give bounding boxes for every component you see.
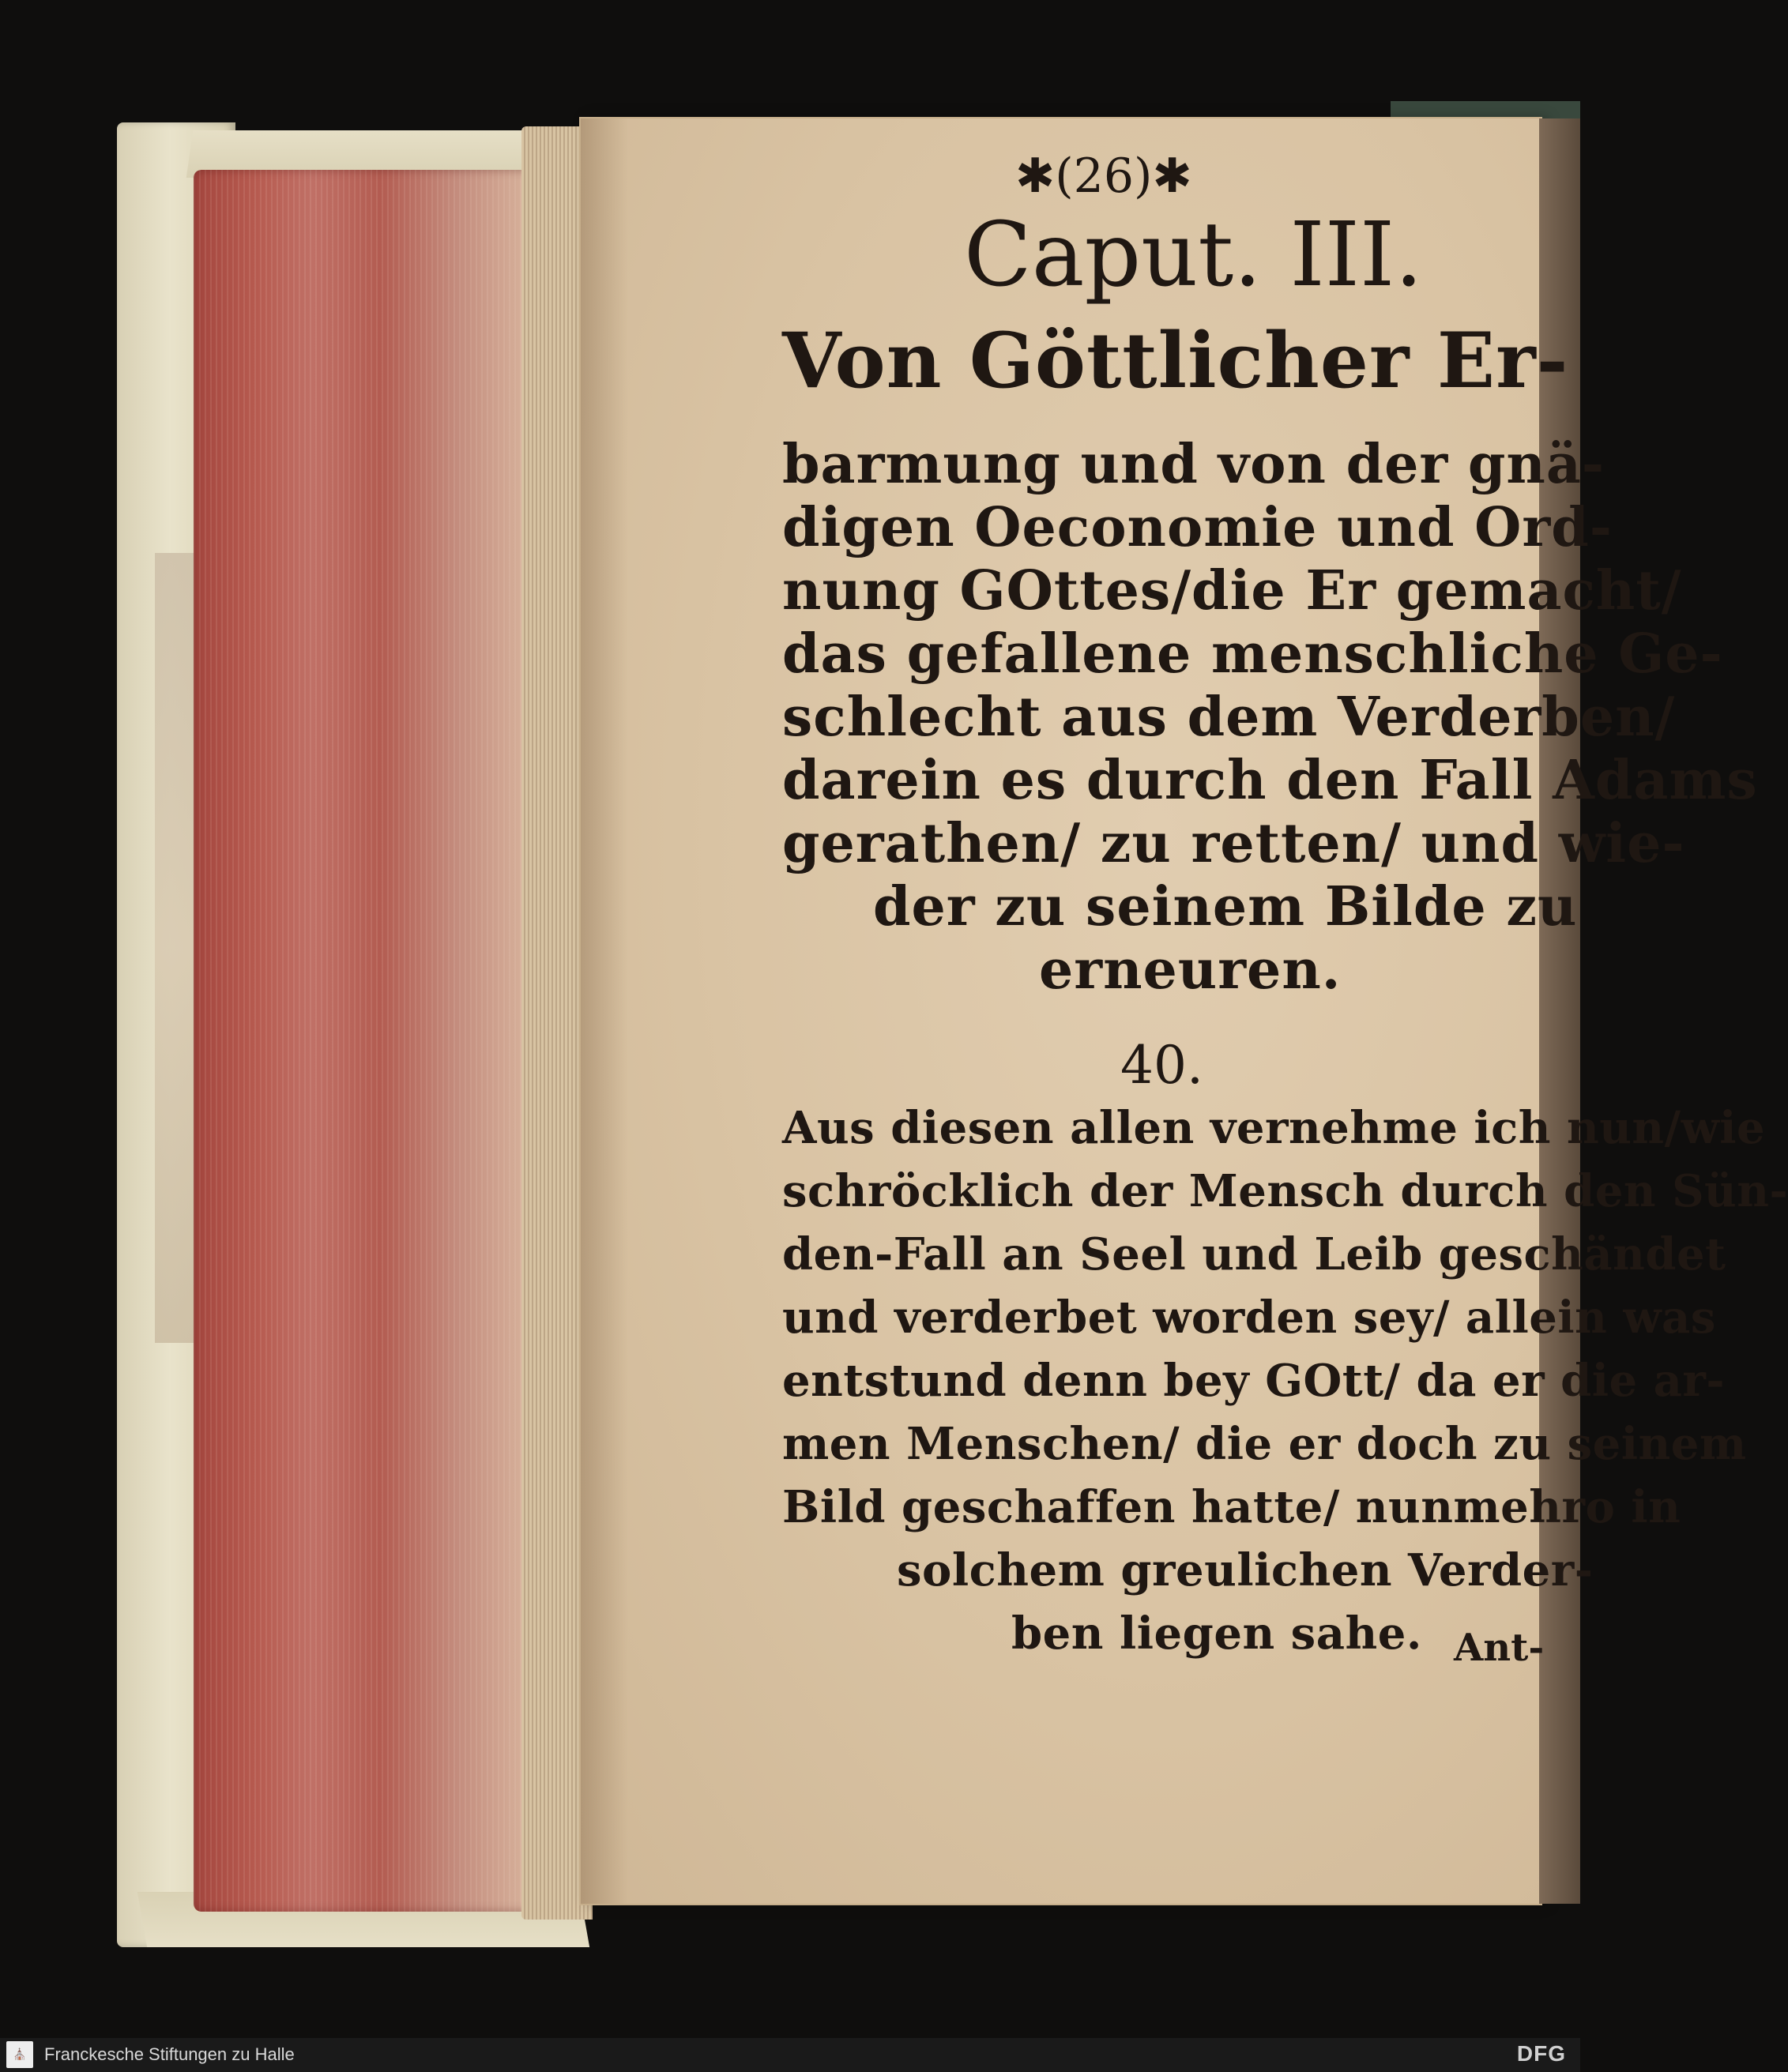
chapter-heading-line: digen Oeconomie und Ord-: [782, 496, 1613, 559]
chapter-heading-line: barmung und von der gnä-: [782, 433, 1605, 496]
page-number: ✱(26)✱: [1015, 149, 1192, 204]
red-page-edge: [194, 170, 533, 1912]
chapter-heading-line: Von Göttlicher Er-: [782, 316, 1569, 405]
body-text-line: men Menschen/ die er doch zu seinem: [782, 1418, 1747, 1470]
body-text-line: und verderbet worden sey/ allein was: [782, 1292, 1716, 1344]
institution-logo-icon: ⛪: [6, 2041, 33, 2068]
institution-name: Franckesche Stiftungen zu Halle: [44, 2044, 295, 2064]
body-text-line: schröcklich der Mensch durch den Sün-: [782, 1165, 1788, 1217]
body-text-line: ben liegen sahe.: [1011, 1608, 1422, 1660]
body-text-line: Aus diesen allen vernehme ich nun/wie: [782, 1102, 1766, 1154]
chapter-heading-line: nung GOttes/die Er gemacht/: [782, 559, 1682, 622]
paragraph-number: 40.: [1120, 1035, 1203, 1096]
chapter-heading-line: erneuren.: [1039, 938, 1342, 1002]
chapter-heading-line: darein es durch den Fall Adams: [782, 749, 1758, 812]
page-gutter-shadow: [581, 118, 628, 1904]
chapter-heading-line: der zu seinem Bilde zu: [873, 875, 1578, 938]
chapter-title: Caput. III.: [964, 204, 1423, 306]
chapter-heading-line: schlecht aus dem Verderben/: [782, 686, 1676, 749]
body-text-line: den-Fall an Seel und Leib geschändet: [782, 1228, 1726, 1280]
body-text-line: Bild geschaffen hatte/ nunmehro in: [782, 1481, 1681, 1533]
funder-logo: DFG: [1516, 2041, 1566, 2066]
body-text-line: solchem greulichen Verder-: [897, 1544, 1594, 1596]
chapter-heading-line: das gefallene menschliche Ge-: [782, 622, 1723, 686]
body-text-line: entstund denn bey GOtt/ da er die ar-: [782, 1355, 1726, 1407]
chapter-heading-line: gerathen/ zu retten/ und wie-: [782, 812, 1685, 875]
viewer-footer: [0, 2038, 1580, 2072]
catchword: Ant-: [1454, 1626, 1545, 1670]
